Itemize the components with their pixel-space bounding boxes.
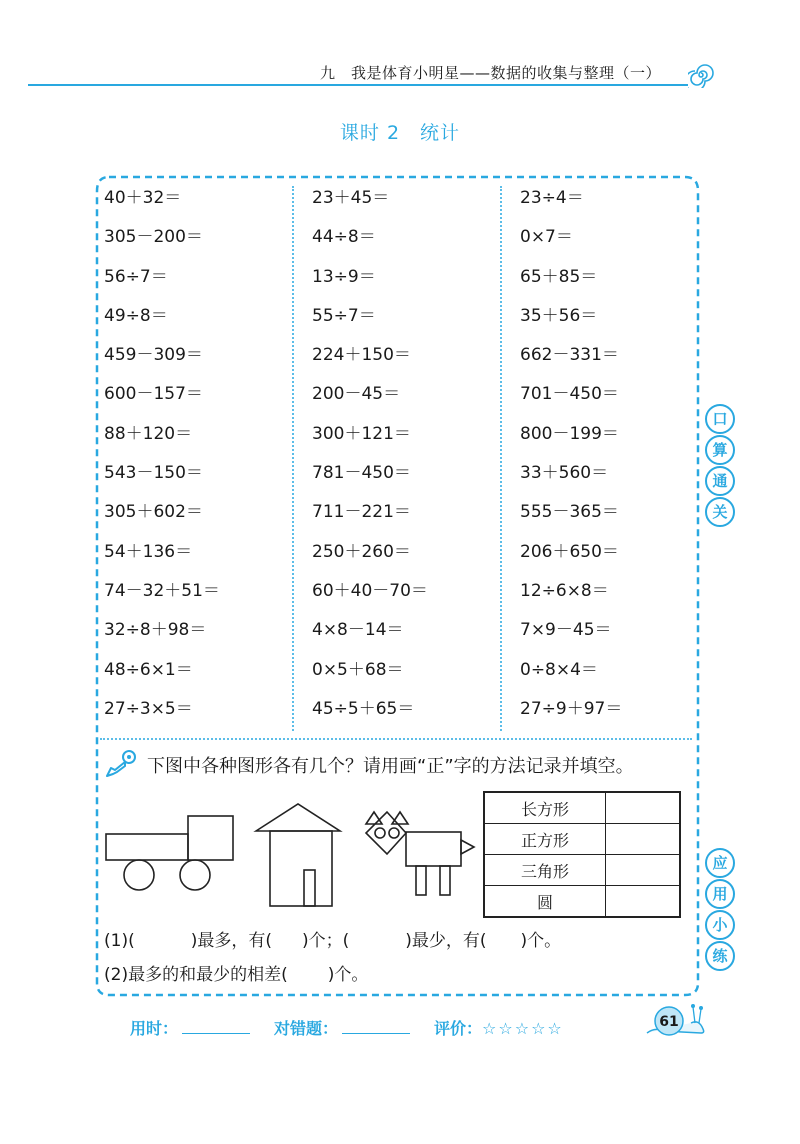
problem: 55÷7＝ (312, 305, 376, 326)
problem: 200－45＝ (312, 384, 401, 405)
problem: 54＋136＝ (104, 541, 193, 562)
table-row (484, 824, 680, 855)
side-tab-char: 算 (705, 435, 735, 465)
table-row (484, 792, 680, 824)
problem: 12÷6×8＝ (520, 580, 609, 601)
q2-text: (2)最多的和最少的相差( (104, 965, 288, 985)
problem: 27÷3×5＝ (104, 698, 193, 719)
problem: 250＋260＝ (312, 541, 411, 562)
row-label: 三角形 (484, 855, 606, 886)
time-label: 用时： (130, 1019, 179, 1038)
fill-question-2 (104, 960, 368, 985)
table-row (484, 886, 680, 918)
problem: 555－365＝ (520, 502, 619, 523)
row-label: 长方形 (484, 792, 606, 824)
problem: 56÷7＝ (104, 266, 168, 287)
problem: 800－199＝ (520, 423, 619, 444)
fill-question-1 (104, 926, 561, 951)
problem: 4×8－14＝ (312, 620, 404, 641)
tally-table (483, 791, 681, 918)
problem: 33＋560＝ (520, 463, 609, 484)
problem: 40＋32＝ (104, 188, 182, 208)
problem: 224＋150＝ (312, 345, 411, 366)
cow-figure (366, 812, 474, 895)
side-tab-char: 应 (705, 848, 735, 878)
side-tab-char: 小 (705, 910, 735, 940)
problem: 305＋602＝ (104, 502, 203, 523)
problem: 13÷9＝ (312, 266, 376, 287)
problem: 0÷8×4＝ (520, 659, 598, 680)
spiral-icon (688, 62, 714, 88)
column-divider (292, 186, 294, 731)
q2-text: )个。 (327, 965, 369, 985)
side-tab-yingyong (705, 848, 735, 972)
tally-cell[interactable] (606, 824, 681, 855)
problem: 701－450＝ (520, 384, 619, 405)
question-icon (103, 748, 141, 780)
tally-cell[interactable] (606, 792, 681, 824)
footer (130, 1016, 564, 1039)
problem: 7×9－45＝ (520, 620, 612, 641)
errors-blank[interactable] (342, 1019, 410, 1034)
row-label: 正方形 (484, 824, 606, 855)
side-tab-char: 关 (705, 497, 735, 527)
problem: 60＋40－70＝ (312, 580, 428, 601)
problem: 300＋121＝ (312, 423, 411, 444)
side-tab-kousuan (705, 404, 735, 528)
problem: 206＋650＝ (520, 541, 619, 562)
problem-column-2 (312, 188, 428, 738)
column-divider (500, 186, 502, 731)
problem: 32÷8＋98＝ (104, 620, 207, 641)
time-blank[interactable] (182, 1019, 250, 1034)
problem: 45÷5＋65＝ (312, 698, 415, 719)
question-text: 下图中各种图形各有几个？请用画“正”字的方法记录并填空。 (147, 756, 634, 777)
header-rule (28, 84, 688, 86)
errors-label: 对错题： (274, 1019, 339, 1038)
problem: 44÷8＝ (312, 227, 376, 248)
section-divider (100, 738, 692, 740)
side-tab-char: 口 (705, 404, 735, 434)
problem: 711－221＝ (312, 502, 411, 523)
problem: 662－331＝ (520, 345, 619, 366)
q1-text: )个；( (301, 931, 350, 951)
problem: 65＋85＝ (520, 266, 598, 287)
side-tab-char: 用 (705, 879, 735, 909)
side-tab-char: 通 (705, 466, 735, 496)
side-tab-char: 练 (705, 941, 735, 971)
q1-text: (1)( (104, 931, 135, 951)
row-label: 圆 (484, 886, 606, 918)
rating-stars[interactable]: ☆☆☆☆☆ (482, 1019, 564, 1038)
q1-text: )个。 (520, 931, 562, 951)
problem: 600－157＝ (104, 384, 203, 405)
problem: 88＋120＝ (104, 423, 193, 444)
problem: 0×5＋68＝ (312, 659, 404, 680)
lesson-title: 课时 2 统计 (339, 122, 461, 144)
truck-figure (106, 816, 233, 890)
problem: 305－200＝ (104, 227, 203, 248)
house-figure (256, 804, 340, 906)
chapter-title: 九 我是体育小明星——数据的收集与整理（一） (320, 64, 662, 82)
problem: 781－450＝ (312, 463, 411, 484)
tally-cell[interactable] (606, 886, 681, 918)
problem: 74－32＋51＝ (104, 580, 220, 601)
problem-column-3 (520, 188, 622, 738)
problem: 543－150＝ (104, 463, 203, 484)
problem: 48÷6×1＝ (104, 659, 193, 680)
problem: 27÷9＋97＝ (520, 698, 623, 719)
problem: 459－309＝ (104, 345, 203, 366)
problem: 0×7＝ (520, 227, 573, 248)
shapes-illustration (100, 800, 480, 910)
page-number: 61 (659, 1014, 679, 1030)
tally-cell[interactable] (606, 855, 681, 886)
table-row (484, 855, 680, 886)
problem: 23÷4＝ (520, 188, 584, 208)
q1-text: )最少，有( (405, 931, 487, 951)
q1-text: )最多，有( (190, 931, 272, 951)
problem-column-1 (104, 188, 220, 738)
problem: 35＋56＝ (520, 305, 598, 326)
problem: 49÷8＝ (104, 305, 168, 326)
rating-label: 评价： (434, 1019, 483, 1038)
problem: 23＋45＝ (312, 188, 390, 208)
snail-page-badge (645, 993, 707, 1037)
